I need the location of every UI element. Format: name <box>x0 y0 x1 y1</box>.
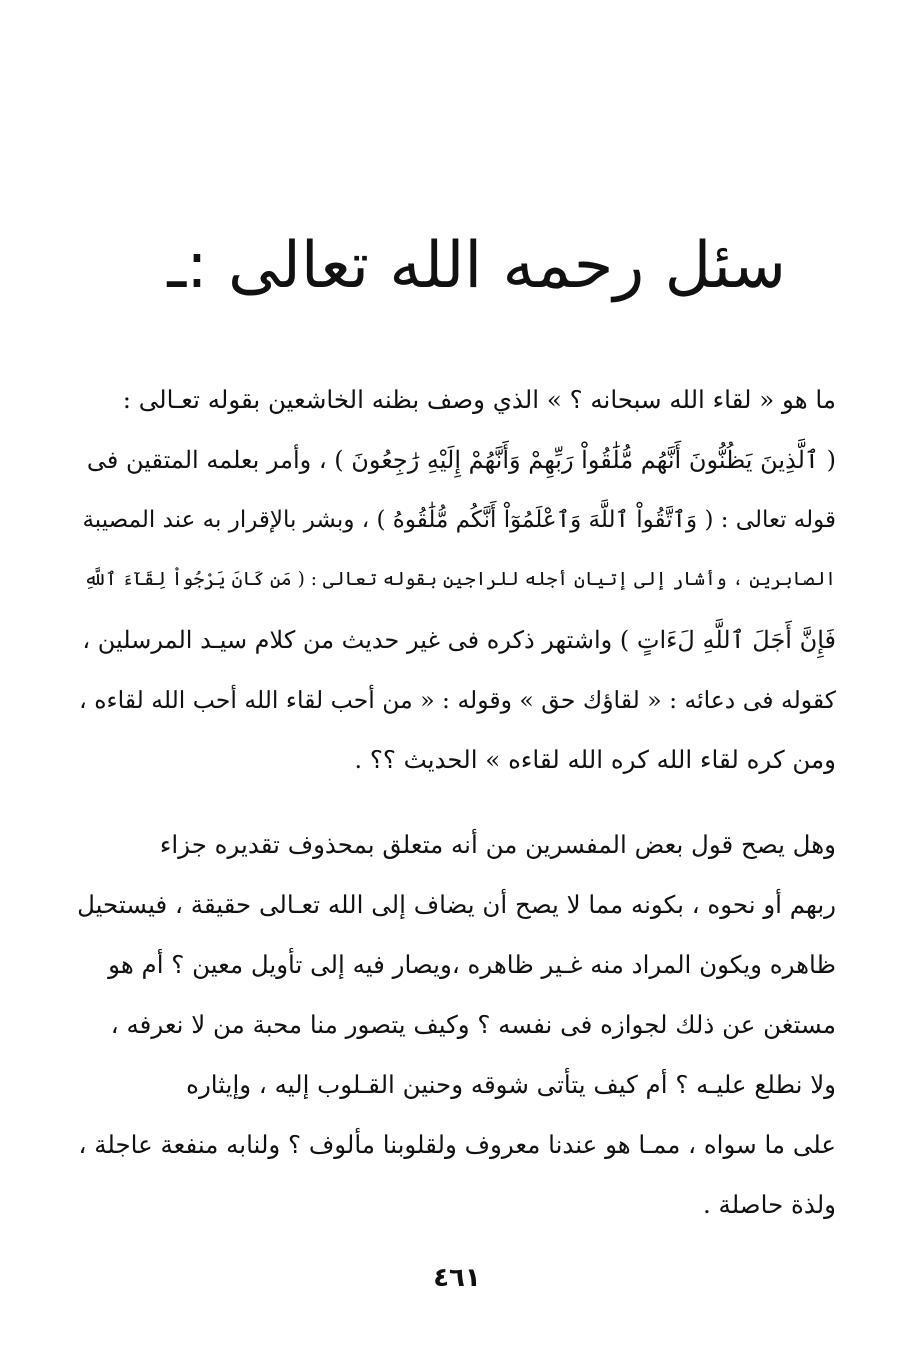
text-line: ربهم أو نحوه ، بكونه مما لا يصح أن يضاف إلى الله تعـالى حقيقة ، فيستحيل <box>77 890 836 919</box>
text-line: ولذة حاصلة . <box>702 1190 836 1219</box>
text-line: ( ٱلَّذِينَ يَظُنُّونَ أَنَّهُم مُّلَٰقُواْ رَبِّهِمْ وَأَنَّهُمْ إِلَيْهِ رَٰجِعُونَ ) ، وأمر بعلمه المتقين فى <box>86 446 836 474</box>
text-line: فَإِنَّ أَجَلَ ٱللَّهِ لَءَاتٍ ) واشتهر ذكره فى غير حديث من كلام سيـد المرسلين ، <box>82 626 836 654</box>
text-line: الصابرين ، وأشار إلى إتيان أجله للراجين بقوله تعالى : ( مَن كَانَ يَرْجُواْ لِقَآءَ ٱللَّهِ <box>83 569 836 590</box>
page-number: ٤٦١ <box>433 1263 481 1293</box>
text-line: وهل يصح قول بعض المفسرين من أنه متعلق بمحذوف تقديره جزاء <box>159 830 836 859</box>
text-line: على ما سواه ، ممـا هو عندنا معروف ولقلوبنا مألوف ؟ ولنابه منفعة عاجلة ، <box>78 1130 836 1159</box>
text-line: ومن كره لقاء الله كره الله لقاءه » الحديث ؟؟ . <box>354 745 836 774</box>
section-heading: سئل رحمه الله تعالى :ـ <box>167 229 786 303</box>
text-line: كقوله فى دعائه : « لقاؤك حق » وقوله : « من أحب لقاء الله أحب الله لقاءه ، <box>79 686 836 714</box>
text-line: ما هو « لقاء الله سبحانه ؟ » الذي وصف بظنه الخاشعين بقوله تعـالى : <box>122 385 836 414</box>
text-line: ولا نطلع عليـه ؟ أم كيف يتأتى شوقه وحنين القـلوب إليه ، وإيثاره <box>186 1070 836 1099</box>
follow-up-paragraph <box>74 815 836 1235</box>
text-line: مستغن عن ذلك لجوازه فى نفسه ؟ وكيف يتصور منا محبة من لا نعرفه ، <box>110 1010 836 1039</box>
text-line: قوله تعالى : ( وَٱتَّقُواْ ٱللَّهَ وَٱعْلَمُوٓاْ أَنَّكُم مُّلَٰقُوهُ ) ، وبشر بالإقرار به عند المصيبة <box>82 507 836 533</box>
question-paragraph <box>74 370 836 790</box>
text-line: ظاهره ويكون المراد منه غـير ظاهره ،ويصار فيه إلى تأويل معين ؟ أم هو <box>108 950 836 979</box>
